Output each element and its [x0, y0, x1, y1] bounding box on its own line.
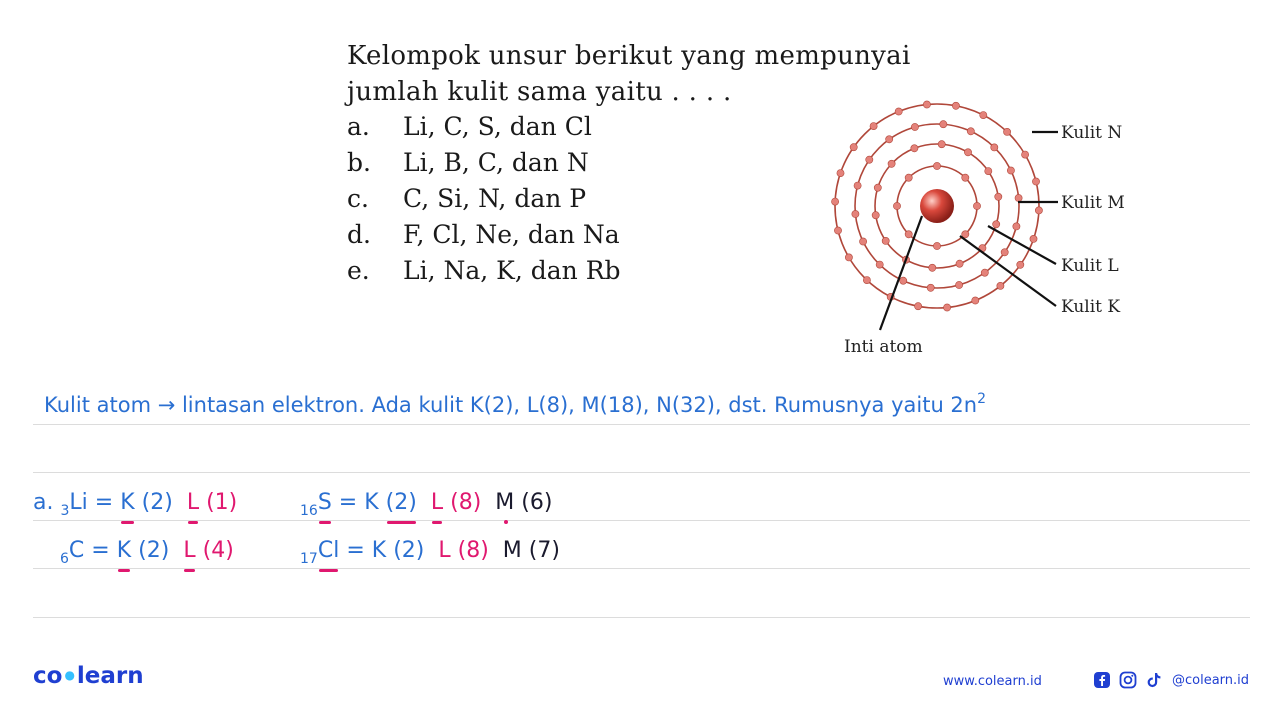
row-prefix: a. [33, 490, 54, 515]
shell-k: K [120, 490, 135, 515]
social-handle[interactable]: @colearn.id [1172, 672, 1250, 688]
electron [837, 170, 844, 177]
electron [1004, 128, 1011, 135]
note-shell-text: Kulit atom → lintasan elektron. Ada kulit K(2), L(8), M(18), N(32), dst. Rumusnya yaitu 2n [44, 393, 978, 417]
option-a [347, 112, 592, 141]
option-text: Li, C, S, dan Cl [403, 112, 592, 141]
instagram-icon[interactable] [1118, 670, 1138, 690]
shell-k: K [116, 538, 132, 563]
electron [852, 210, 859, 217]
option-text: F, Cl, Ne, dan Na [403, 220, 620, 249]
electron [1017, 261, 1024, 268]
electron [850, 144, 857, 151]
option-b [347, 148, 589, 177]
electron [863, 277, 870, 284]
ruled-line [33, 617, 1250, 618]
electron [956, 281, 963, 288]
electron [973, 202, 980, 209]
shell-value: (2) [385, 490, 417, 515]
electron [927, 284, 934, 291]
electron [980, 112, 987, 119]
note-line-shells [44, 393, 986, 417]
element-symbol: S [317, 490, 332, 515]
option-letter: c. [347, 184, 369, 213]
atomic-number: 3 [60, 503, 70, 519]
electron [1035, 207, 1042, 214]
electron [888, 160, 895, 167]
electron [886, 136, 893, 143]
nucleus [920, 189, 954, 223]
shell-l: L [183, 538, 196, 563]
shell-value: (2) [138, 538, 170, 563]
shell-m: M [495, 490, 515, 515]
shell-value: (2) [141, 490, 173, 515]
electron [834, 227, 841, 234]
option-d [347, 220, 620, 249]
option-letter: b. [347, 148, 371, 177]
electron [1022, 151, 1029, 158]
shell-value: (7) [528, 538, 560, 563]
electron [944, 304, 951, 311]
electron [938, 141, 945, 148]
electron [1013, 223, 1020, 230]
electron [933, 162, 940, 169]
option-letter: a. [347, 112, 370, 141]
shell-value: (2) [393, 538, 425, 563]
ruled-line [33, 520, 1250, 521]
electron [882, 237, 889, 244]
shell-l: L [430, 490, 444, 515]
electron [874, 184, 881, 191]
electron [832, 198, 839, 205]
electron [893, 202, 900, 209]
label-inti-atom: Inti atom [844, 337, 923, 357]
electron [940, 121, 947, 128]
electron [860, 238, 867, 245]
option-text: C, Si, N, dan P [403, 184, 587, 213]
electron [1001, 249, 1008, 256]
electron [845, 254, 852, 261]
electron [1030, 235, 1037, 242]
electron [962, 174, 969, 181]
label-kulit-l: Kulit L [1061, 256, 1119, 276]
electron [991, 144, 998, 151]
logo-learn: learn [76, 663, 144, 689]
option-text: Li, B, C, dan N [403, 148, 589, 177]
electron [923, 101, 930, 108]
shell-l: L [186, 490, 200, 515]
electron [956, 260, 963, 267]
ruled-line [33, 424, 1250, 425]
shell-value: (6) [521, 490, 553, 515]
electron [900, 277, 907, 284]
atomic-number: 17 [300, 551, 318, 567]
logo-co: co [33, 663, 63, 689]
leader-line-l [988, 226, 1056, 264]
shell-k: K [364, 490, 379, 515]
electron [915, 303, 922, 310]
equals-sign: = [346, 538, 365, 563]
ruled-line [33, 568, 1250, 569]
tiktok-icon[interactable] [1144, 670, 1164, 690]
equals-sign: = [338, 490, 358, 515]
electron [972, 297, 979, 304]
option-c [347, 184, 586, 213]
equals-sign: = [94, 490, 114, 515]
shell-l: L [438, 538, 451, 563]
atomic-number: 6 [60, 551, 69, 567]
electron [1007, 167, 1014, 174]
question-line-1: Kelompok unsur berikut yang mempunyai [347, 41, 911, 71]
note-row-2 [60, 538, 234, 567]
electron [997, 282, 1004, 289]
option-letter: e. [347, 256, 370, 285]
electron [993, 221, 1000, 228]
electron [985, 168, 992, 175]
social-links [1092, 670, 1249, 690]
electron [981, 269, 988, 276]
element-symbol: Li [69, 490, 88, 515]
shell-k: K [371, 538, 387, 563]
electron [1032, 178, 1039, 185]
electron [905, 231, 912, 238]
shell-value: (4) [202, 538, 234, 563]
option-letter: d. [347, 220, 371, 249]
electron [952, 102, 959, 109]
ruled-line [33, 472, 1250, 473]
option-text: Li, Na, K, dan Rb [403, 256, 621, 285]
electron [964, 149, 971, 156]
electron [872, 212, 879, 219]
colearn-logo[interactable] [33, 663, 144, 689]
facebook-icon[interactable] [1092, 670, 1112, 690]
website-link[interactable]: www.colearn.id [943, 674, 1042, 689]
note-row-2-chlorine [300, 538, 560, 567]
atomic-number: 16 [300, 503, 318, 519]
note-row-1-sulfur [300, 490, 553, 519]
shell-value: (8) [450, 490, 482, 515]
leader-line-core [880, 216, 922, 330]
electron [905, 174, 912, 181]
electron [1015, 194, 1022, 201]
logo-dot-icon: ● [64, 668, 75, 682]
electron [911, 145, 918, 152]
electron [854, 182, 861, 189]
electron [895, 108, 902, 115]
note-row-1 [33, 490, 238, 519]
atom-shell-diagram [810, 84, 1150, 364]
label-kulit-m: Kulit M [1061, 193, 1125, 213]
question-line-2: jumlah kulit sama yaitu . . . . [347, 77, 732, 107]
electron [967, 128, 974, 135]
electron [929, 264, 936, 271]
shell-m: M [502, 538, 522, 563]
electron [870, 123, 877, 130]
option-e [347, 256, 621, 285]
label-kulit-k: Kulit K [1061, 297, 1121, 317]
element-symbol: Cl [317, 538, 340, 563]
note-shell-exponent: 2 [977, 391, 987, 407]
electron [911, 123, 918, 130]
electron [995, 193, 1002, 200]
shell-value: (8) [457, 538, 489, 563]
shell-value: (1) [206, 490, 238, 515]
equals-sign: = [91, 538, 110, 563]
element-symbol: C [68, 538, 85, 563]
label-kulit-n: Kulit N [1061, 123, 1123, 143]
electron [876, 261, 883, 268]
electron [933, 242, 940, 249]
electron [866, 156, 873, 163]
atom-shell-svg [810, 84, 1150, 364]
